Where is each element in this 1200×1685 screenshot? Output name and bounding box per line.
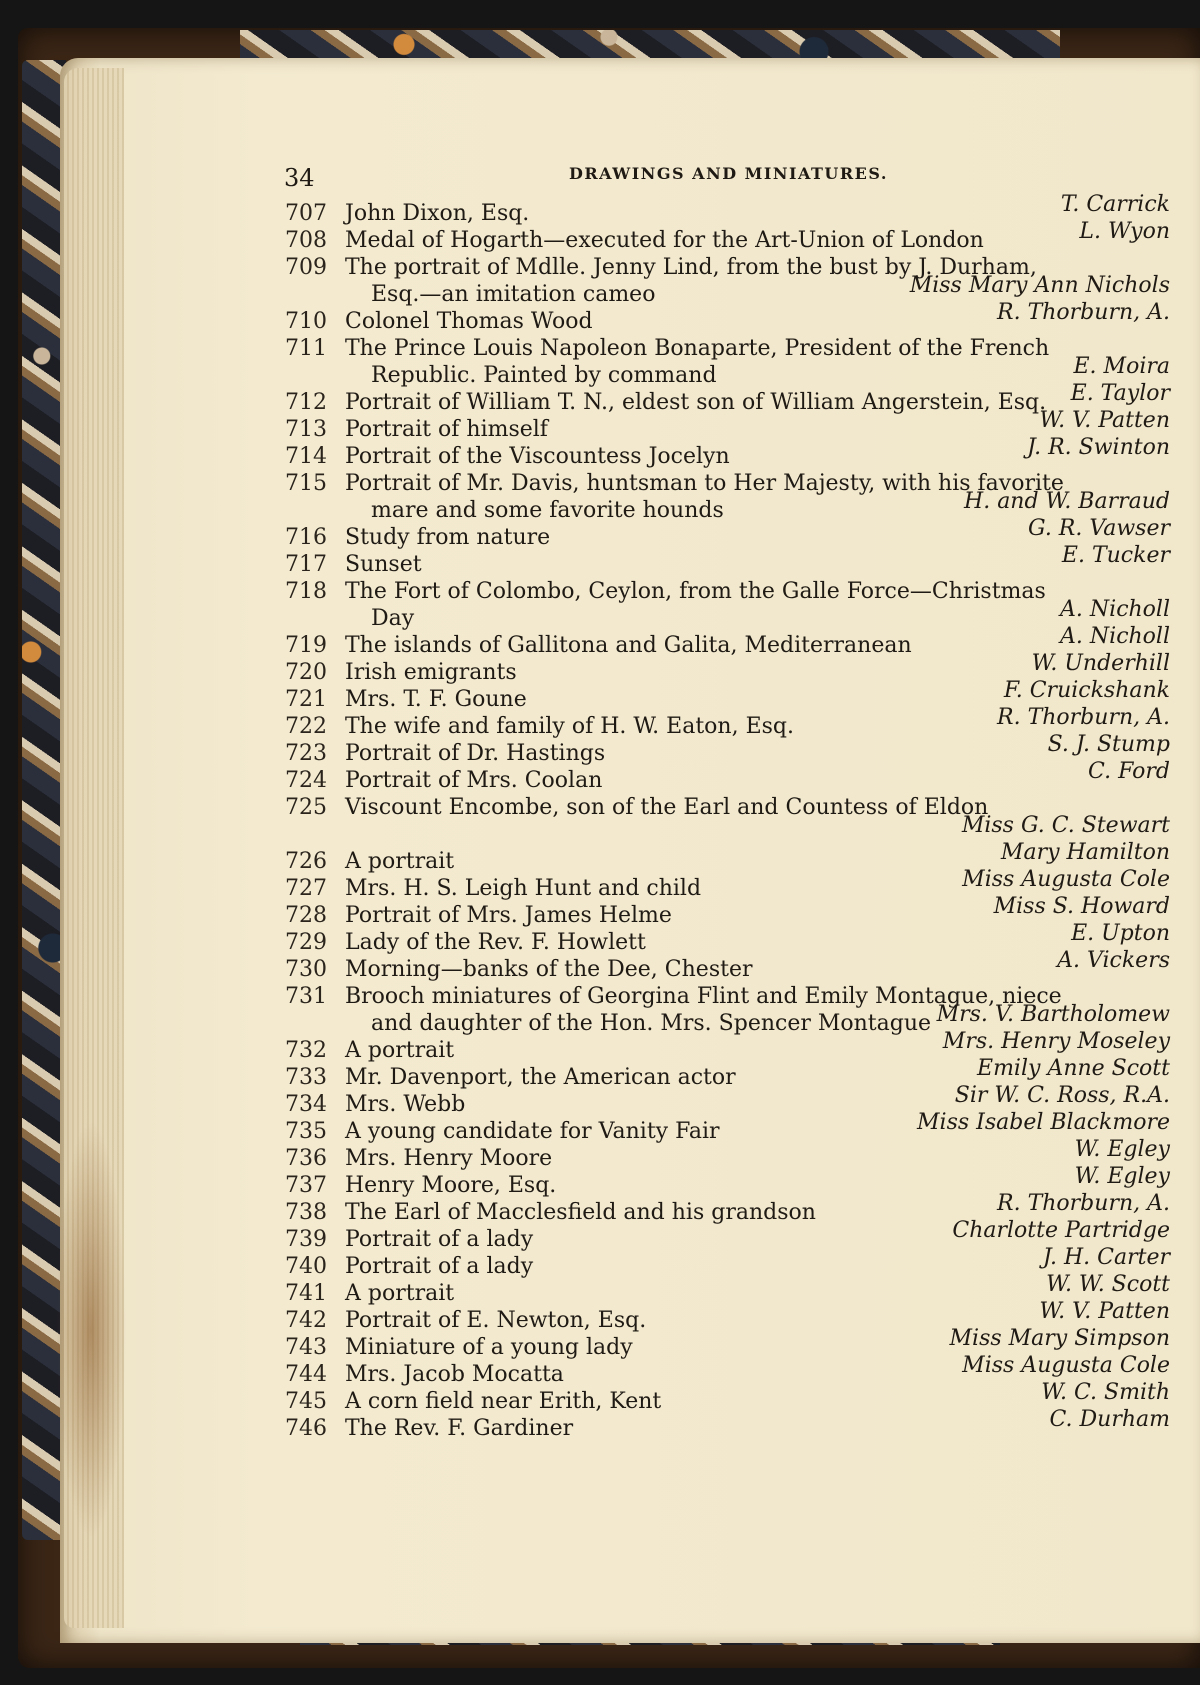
- entry-description: Portrait of a lady: [345, 1254, 534, 1279]
- entry-number: 730: [285, 957, 327, 982]
- entry-artist: H. and W. Barraud: [964, 489, 1170, 514]
- entry-line: [285, 1353, 1170, 1388]
- entry-number: 727: [285, 876, 327, 901]
- entry-number: 723: [285, 741, 327, 766]
- entry-artist: R. Thorburn, A.: [997, 1191, 1170, 1216]
- entry-number: 720: [285, 660, 327, 685]
- entry-description: Medal of Hogarth—executed for the Art-Union of London: [345, 228, 984, 253]
- entry-line: [285, 435, 1170, 470]
- entry-description: A corn field near Erith, Kent: [345, 1389, 662, 1414]
- entry-artist: W. V. Patten: [1039, 408, 1170, 433]
- entry-description: Henry Moore, Esq.: [345, 1173, 557, 1198]
- entry-artist: A. Nicholl: [1060, 624, 1170, 649]
- entry-description: Mrs. H. S. Leigh Hunt and child: [345, 876, 702, 901]
- entry-description: The Earl of Macclesfield and his grandson: [345, 1200, 816, 1225]
- entry-description: A portrait: [345, 1038, 455, 1063]
- entry-description: A portrait: [345, 1281, 455, 1306]
- entry-artist: G. R. Vawser: [1028, 516, 1170, 541]
- entry-artist: S. J. Stump: [1047, 732, 1170, 757]
- catalogue-entry: [285, 1272, 1170, 1307]
- entry-artist: F. Cruickshank: [1003, 678, 1170, 703]
- entry-artist: W. W. Scott: [1046, 1272, 1170, 1297]
- entry-description: Study from nature: [345, 525, 551, 550]
- entry-artist: J. H. Carter: [1042, 1245, 1170, 1270]
- entry-number: 713: [285, 417, 327, 442]
- entry-artist: W. Underhill: [1031, 651, 1170, 676]
- entry-number: 741: [285, 1281, 327, 1306]
- entry-number: 716: [285, 525, 327, 550]
- entry-description: The wife and family of H. W. Eaton, Esq.: [345, 714, 795, 739]
- entry-description: John Dixon, Esq.: [345, 201, 530, 226]
- entry-description: Republic. Painted by command: [371, 363, 717, 388]
- entry-description: Mrs. Webb: [345, 1092, 466, 1117]
- entry-number: 719: [285, 633, 327, 658]
- catalogue-entry: [285, 1218, 1170, 1253]
- catalogue-entry: [285, 1380, 1170, 1415]
- entry-line: [285, 921, 1170, 956]
- entry-description: and daughter of the Hon. Mrs. Spencer Montague: [371, 1011, 932, 1036]
- entry-line: [285, 1407, 1170, 1442]
- catalogue-entry: [285, 435, 1170, 470]
- entry-artist: C. Ford: [1088, 759, 1170, 784]
- entry-artist: Emily Anne Scott: [977, 1056, 1170, 1081]
- entry-number: 739: [285, 1227, 327, 1252]
- entry-line: [285, 1218, 1170, 1253]
- entry-number: 714: [285, 444, 327, 469]
- entry-number: 745: [285, 1389, 327, 1414]
- entry-artist: Miss Augusta Cole: [962, 867, 1170, 892]
- catalogue-entry: [285, 335, 1170, 389]
- catalogue-entry: [285, 543, 1170, 578]
- entry-description: Portrait of E. Newton, Esq.: [345, 1308, 647, 1333]
- entry-description: Portrait of Mr. Davis, huntsman to Her Majesty, with his favorite: [345, 471, 1064, 496]
- entry-description: Portrait of Dr. Hastings: [345, 741, 606, 766]
- entry-artist: Miss G. C. Stewart: [961, 813, 1170, 838]
- entry-artist: J. R. Swinton: [1026, 435, 1170, 460]
- catalogue-entry: [285, 1110, 1170, 1145]
- entry-number: 712: [285, 390, 327, 415]
- page-header: [284, 158, 1164, 194]
- entry-line: [285, 732, 1170, 767]
- entry-artist: Mrs. V. Bartholomew: [936, 1002, 1170, 1027]
- entry-line: [285, 597, 1170, 632]
- catalogue-entry: [285, 192, 1170, 227]
- catalogue-list: [285, 192, 1170, 1442]
- page-number: 34: [284, 164, 315, 192]
- catalogue-entry: [285, 516, 1170, 551]
- catalogue-entry: [285, 1407, 1170, 1442]
- entry-number: 724: [285, 768, 327, 793]
- entry-description: Portrait of Mrs. Coolan: [345, 768, 603, 793]
- running-title: DRAWINGS AND MINIATURES.: [569, 164, 888, 183]
- entry-description: A young candidate for Vanity Fair: [345, 1119, 720, 1144]
- entry-artist: Mary Hamilton: [1000, 840, 1170, 865]
- entry-number: 736: [285, 1146, 327, 1171]
- entry-artist: A. Nicholl: [1060, 597, 1170, 622]
- entry-number: 735: [285, 1119, 327, 1144]
- entry-artist: Sir W. C. Ross, R.A.: [954, 1083, 1170, 1108]
- entry-artist: E. Upton: [1071, 921, 1170, 946]
- entry-artist: Mrs. Henry Moseley: [942, 1029, 1170, 1054]
- entry-line: [285, 354, 1170, 389]
- catalogue-entry: [285, 381, 1170, 416]
- entry-artist: Miss S. Howard: [993, 894, 1170, 919]
- entry-description: Irish emigrants: [345, 660, 517, 685]
- entry-description: mare and some favorite hounds: [371, 498, 724, 523]
- catalogue-entry: [285, 732, 1170, 767]
- catalogue-entry: [285, 759, 1170, 794]
- entry-number: 722: [285, 714, 327, 739]
- entry-number: 710: [285, 309, 327, 334]
- entry-line: [285, 894, 1170, 929]
- entry-artist: R. Thorburn, A.: [997, 705, 1170, 730]
- entry-artist: T. Carrick: [1060, 192, 1170, 217]
- entry-artist: Miss Mary Simpson: [949, 1326, 1170, 1351]
- entry-line: [285, 1380, 1170, 1415]
- entry-description: Viscount Encombe, son of the Earl and Countess of Eldon: [345, 795, 989, 820]
- entry-artist: A. Vickers: [1057, 948, 1170, 973]
- entry-line: [285, 1110, 1170, 1145]
- entry-number: 733: [285, 1065, 327, 1090]
- catalogue-entry: [285, 1353, 1170, 1388]
- entry-description: The portrait of Mdlle. Jenny Lind, from the bust by J. Durham,: [345, 255, 1037, 280]
- entry-number: 718: [285, 579, 327, 604]
- entry-number: 708: [285, 228, 327, 253]
- entry-description: Mrs. T. F. Goune: [345, 687, 527, 712]
- entry-description: A portrait: [345, 849, 455, 874]
- entry-line: [285, 705, 1170, 740]
- entry-line: [285, 381, 1170, 416]
- entry-description: Portrait of the Viscountess Jocelyn: [345, 444, 730, 469]
- catalogue-entry: [285, 1137, 1170, 1172]
- entry-line: [285, 578, 1170, 605]
- entry-artist: Miss Mary Ann Nichols: [909, 273, 1170, 298]
- entry-artist: E. Moira: [1073, 354, 1170, 379]
- entry-artist: E. Tucker: [1061, 543, 1170, 568]
- entry-line: [285, 335, 1170, 362]
- catalogue-entry: [285, 219, 1170, 254]
- entry-number: 715: [285, 471, 327, 496]
- entry-line: [285, 516, 1170, 551]
- entry-number: 717: [285, 552, 327, 577]
- entry-description: Miniature of a young lady: [345, 1335, 633, 1360]
- entry-number: 729: [285, 930, 327, 955]
- entry-line: [285, 1272, 1170, 1307]
- catalogue-entry: [285, 705, 1170, 740]
- entry-description: The islands of Gallitona and Galita, Mediterranean: [345, 633, 912, 658]
- entry-description: Portrait of William T. N., eldest son of William Angerstein, Esq.: [345, 390, 1047, 415]
- entry-number: 728: [285, 903, 327, 928]
- catalogue-entry: [285, 948, 1170, 983]
- entry-line: [285, 300, 1170, 335]
- entry-artist: Miss Isabel Blackmore: [917, 1110, 1170, 1135]
- entry-number: 732: [285, 1038, 327, 1063]
- entry-description: The Prince Louis Napoleon Bonaparte, President of the French: [345, 336, 1050, 361]
- entry-number: 740: [285, 1254, 327, 1279]
- entry-artist: W. Egley: [1074, 1164, 1170, 1189]
- catalogue-entry: [285, 921, 1170, 956]
- catalogue-entry: [285, 300, 1170, 335]
- entry-description: Portrait of himself: [345, 417, 548, 442]
- entry-artist: W. Egley: [1074, 1137, 1170, 1162]
- entry-description: Brooch miniatures of Georgina Flint and Emily Montague, niece: [345, 984, 1062, 1009]
- catalogue-entry: [285, 1245, 1170, 1280]
- entry-description: Esq.—an imitation cameo: [371, 282, 656, 307]
- entry-number: 743: [285, 1335, 327, 1360]
- entry-description: Mrs. Henry Moore: [345, 1146, 553, 1171]
- entry-artist: Miss Augusta Cole: [962, 1353, 1170, 1378]
- entry-number: 738: [285, 1200, 327, 1225]
- entry-artist: C. Durham: [1049, 1407, 1170, 1432]
- entry-line: [285, 219, 1170, 254]
- entry-line: [285, 948, 1170, 983]
- entry-description: Portrait of Mrs. James Helme: [345, 903, 672, 928]
- entry-artist: R. Thorburn, A.: [997, 300, 1170, 325]
- entry-description: Colonel Thomas Wood: [345, 309, 593, 334]
- entry-description: Day: [371, 606, 415, 631]
- catalogue-entry: [285, 894, 1170, 929]
- entry-artist: Charlotte Partridge: [952, 1218, 1170, 1243]
- entry-number: 742: [285, 1308, 327, 1333]
- entry-number: 737: [285, 1173, 327, 1198]
- entry-number: 709: [285, 255, 327, 280]
- entry-line: [285, 192, 1170, 227]
- entry-description: Morning—banks of the Dee, Chester: [345, 957, 753, 982]
- entry-number: 711: [285, 336, 327, 361]
- entry-artist: W. V. Patten: [1039, 1299, 1170, 1324]
- entry-number: 721: [285, 687, 327, 712]
- entry-artist: L. Wyon: [1079, 219, 1170, 244]
- entry-line: [285, 759, 1170, 794]
- entry-artist: E. Taylor: [1070, 381, 1170, 406]
- entry-line: [285, 543, 1170, 578]
- entry-description: Mrs. Jacob Mocatta: [345, 1362, 564, 1387]
- entry-number: 725: [285, 795, 327, 820]
- entry-line: [285, 1137, 1170, 1172]
- entry-line: [285, 1245, 1170, 1280]
- entry-number: 726: [285, 849, 327, 874]
- entry-number: 746: [285, 1416, 327, 1441]
- entry-description: Lady of the Rev. F. Howlett: [345, 930, 646, 955]
- catalogue-entry: [285, 578, 1170, 632]
- entry-description: Portrait of a lady: [345, 1227, 534, 1252]
- entry-number: 744: [285, 1362, 327, 1387]
- entry-artist: W. C. Smith: [1041, 1380, 1170, 1405]
- entry-description: Sunset: [345, 552, 422, 577]
- entry-number: 731: [285, 984, 327, 1009]
- entry-number: 707: [285, 201, 327, 226]
- page-stain: [56, 1120, 126, 1540]
- entry-description: Mr. Davenport, the American actor: [345, 1065, 736, 1090]
- entry-description: The Rev. F. Gardiner: [345, 1416, 574, 1441]
- entry-description: The Fort of Colombo, Ceylon, from the Galle Force—Christmas: [345, 579, 1046, 604]
- entry-number: 734: [285, 1092, 327, 1117]
